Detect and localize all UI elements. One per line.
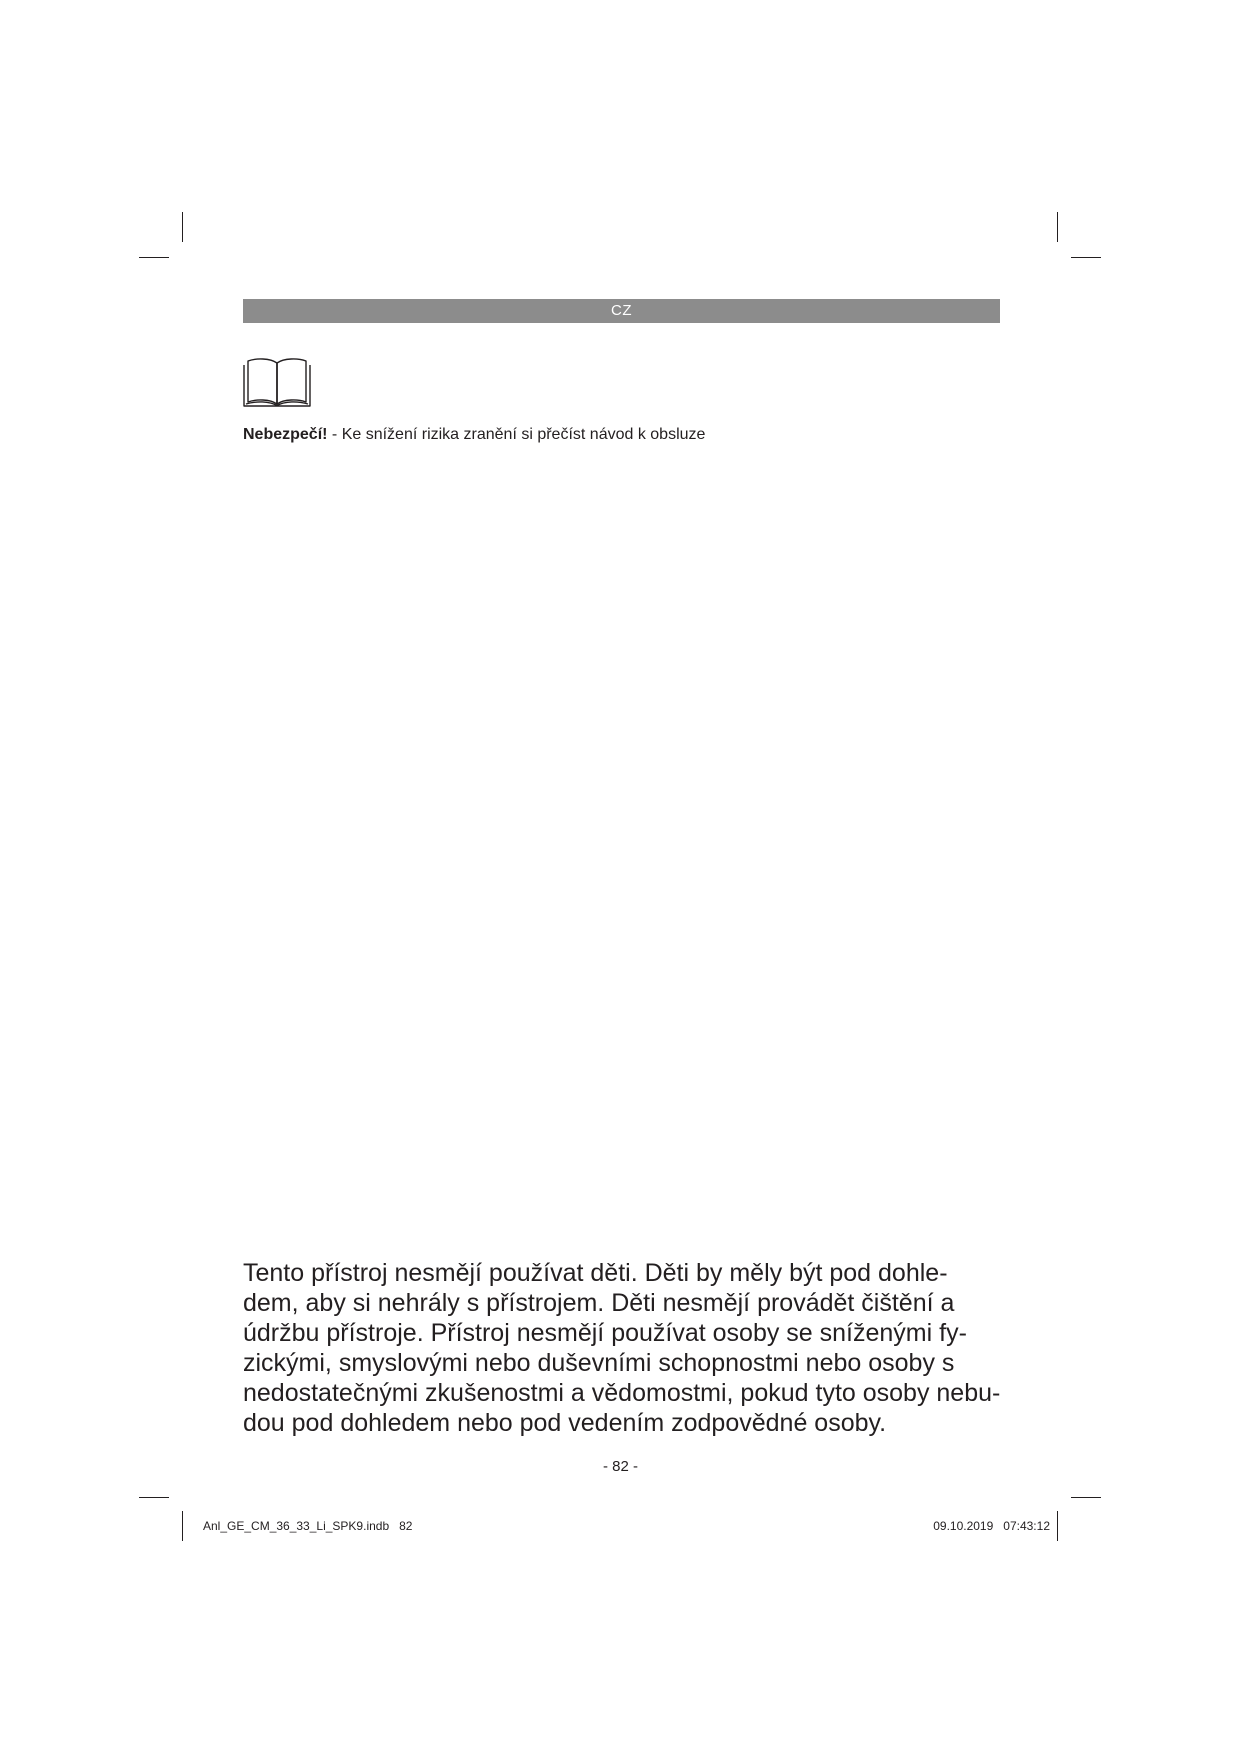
crop-mark-top-left-horizontal [139, 257, 169, 258]
language-header-bar: CZ [243, 299, 1000, 323]
crop-mark-top-right-vertical [1057, 212, 1058, 242]
crop-mark-bottom-left-vertical [182, 1511, 183, 1541]
warning-line [243, 425, 1003, 445]
paragraph-line: dem, aby si nehrály s přístrojem. Děti nesmějí provádět čištění a [243, 1289, 955, 1317]
footer-timestamp: 09.10.2019 07:43:12 [933, 1519, 1050, 1533]
paragraph-line: dou pod dohledem nebo pod vedením zodpovědné osoby. [243, 1409, 887, 1437]
crop-mark-top-right-horizontal [1071, 257, 1101, 258]
page-number: - 82 - [602, 1458, 638, 1475]
warning-label: Nebezpečí! [243, 426, 328, 443]
crop-mark-top-left-vertical [182, 212, 183, 242]
warning-text: - Ke snížení rizika zranění si přečíst návod k obsluze [327, 426, 706, 443]
open-book-icon [242, 358, 312, 408]
paragraph-line: zickými, smyslovými nebo duševními schopnostmi nebo osoby s [243, 1349, 955, 1377]
footer-file-name: Anl_GE_CM_36_33_Li_SPK9.indb 82 [203, 1519, 413, 1533]
crop-mark-bottom-left-horizontal [139, 1497, 169, 1498]
paragraph-line: Tento přístroj nesmějí používat děti. Děti by měly být pod dohle- [243, 1259, 948, 1287]
safety-paragraph [243, 1258, 1003, 1438]
crop-mark-bottom-right-vertical [1057, 1511, 1058, 1541]
crop-mark-bottom-right-horizontal [1071, 1497, 1101, 1498]
paragraph-line: údržbu přístroje. Přístroj nesmějí používat osoby se sníženými fy- [243, 1319, 967, 1347]
paragraph-line: nedostatečnými zkušenostmi a vědomostmi, pokud tyto osoby nebu- [243, 1379, 1001, 1407]
